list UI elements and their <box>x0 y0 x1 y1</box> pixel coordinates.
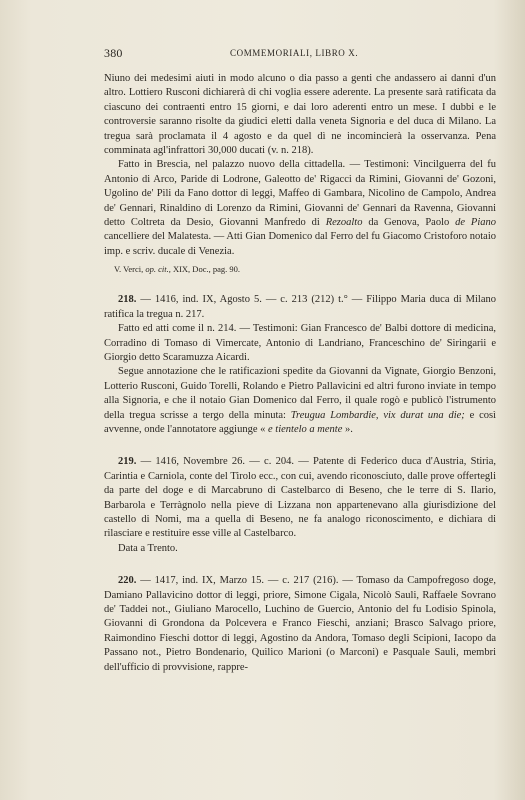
page-header <box>104 46 494 62</box>
paragraph-brescia-witnesses: Fatto in Brescia, nel palazzo nuovo della cittadella. — Testimoni: Vincilguerra del fu Antonio di Arco, Paride di Lodrone, Galeotto de' Rigacci da Rimini, Giovanni de' Gozoni, Ugolino de' Pili da Fano dottor di leggi, Maffeo di Gambara, Nicolino de Campolo, Andrea de' Gennari, Rinaldino di Lorenzo da Rimini, Giovanni de' Gennari da Ravenna, Giovanni detto Coltreta da Desio, Giovanni Manfredo di Rezoalto da Genova, Paolo de Piano cancelliere del Malatesta. — Atti Gian Domenico dal Ferro del fu Giacomo Cristoforo notaio imp. e scriv. ducale di Venezia. <box>104 159 497 257</box>
paragraph-tregua-terms: Niuno dei medesimi aiuti in modo alcuno o dia passo a genti che andassero ai danni d'un altro. Lottiero Rusconi dichiarerà di chi voglia essere aderente. La presente sarà ratificata da ciascuno dei contraenti entro 15 giorni, e dai loro aderenti entro un mese. I dubbi e le controversie saranno risolte da giudici eletti dalla veneta Signoria e del duca di Milano. La tregua sarà proclamata il 4 agosto e da quel dì ne incomincierà la osservanza. Pena comminata agl'infrattori 30,000 ducati (v. n. 218). <box>104 73 496 157</box>
entry-number: 218. <box>118 294 137 306</box>
page-number: 380 <box>104 46 123 60</box>
entry-number: 220. <box>118 575 137 587</box>
running-title: COMMEMORIALI, LIBRO X. <box>230 48 359 58</box>
citation: V. Verci, op. cit., XIX, Doc., pag. 90. <box>114 264 240 275</box>
entry-218-annotation: Segue annotazione che le ratificazioni spedite da Giovanni da Vignate, Giorgio Benzoni, Lotterio Rusconi, Guido Torelli, Rolando e Pietro Pallavicini ed altri furono inviate in tempo alla Signoria, e che il notaio Gian Domenico dal Ferro, il quale rogò e publicò l'istrumento della tregua scrisse a tergo della minuta: Treugua Lombardie, vix durat una die; e così avvenne, onde l'annotatore aggiunge « e tientelo a mente ». <box>104 366 496 435</box>
entry-219-heading: 219. — 1416, Novembre 26. — c. 204. — Patente di Federico duca d'Austria, Stiria, Carintia e Carniola, conte del Tirolo ecc., con cui, avendo riconosciuto, dalle prove offertegli da parte del doge e di Marcabruno di Castelbarco di Beseno, che le terre di S. Ilario, Barbarola e Terràgnolo nella pieve di Lizzana non appartenevano alla giurisdizione del castello di Nomi, ma a quella di Beseno, ne fa analogo riconoscimento, e dichiara di rilasciare e restituire esse ville al Castelbarco. <box>104 456 496 540</box>
entry-220-heading: 220. — 1417, ind. IX, Marzo 15. — c. 217 (216). — Tomaso da Campofregoso doge, Damiano Pallavicino dottor di leggi, priore, Simone Cigala, Nicolò Sauli, Raffaele Sovrano de' Taddei not., Giuliano Marocello, Luchino de Guercio, Antonio del fu Lodisio Spinola, Giovanni di Grondona da Polcevera e Franco Fieschi, anziani; Brasco Salvago priore, Raimondino Fieschi dottor di leggi, Agostino da Andora, Tomaso degli Scipioni, Iacopo da Passano not., Pietro Bondenario, Quilico Marioni (o Marconi) e Pasquale Sauli, membri dell'ufficio di provvisione, rappre- <box>104 575 496 673</box>
entry-number: 219. <box>118 456 137 468</box>
entry-218-heading: 218. — 1416, ind. IX, Agosto 5. — c. 213 (212) t.° — Filippo Maria duca di Milano ratifica la tregua n. 217. <box>104 294 496 320</box>
entry-219-place: Data a Trento. <box>118 542 178 554</box>
entry-218-witnesses: Fatto ed atti come il n. 214. — Testimoni: Gian Francesco de' Balbi dottore di medicina, Corradino di Tomaso di Vimercate, Antonio di Landriano, Franceschino de' Siringarii e Giorgio detto Scaramuzza Aicardi. <box>104 323 496 363</box>
page-body <box>104 72 496 675</box>
